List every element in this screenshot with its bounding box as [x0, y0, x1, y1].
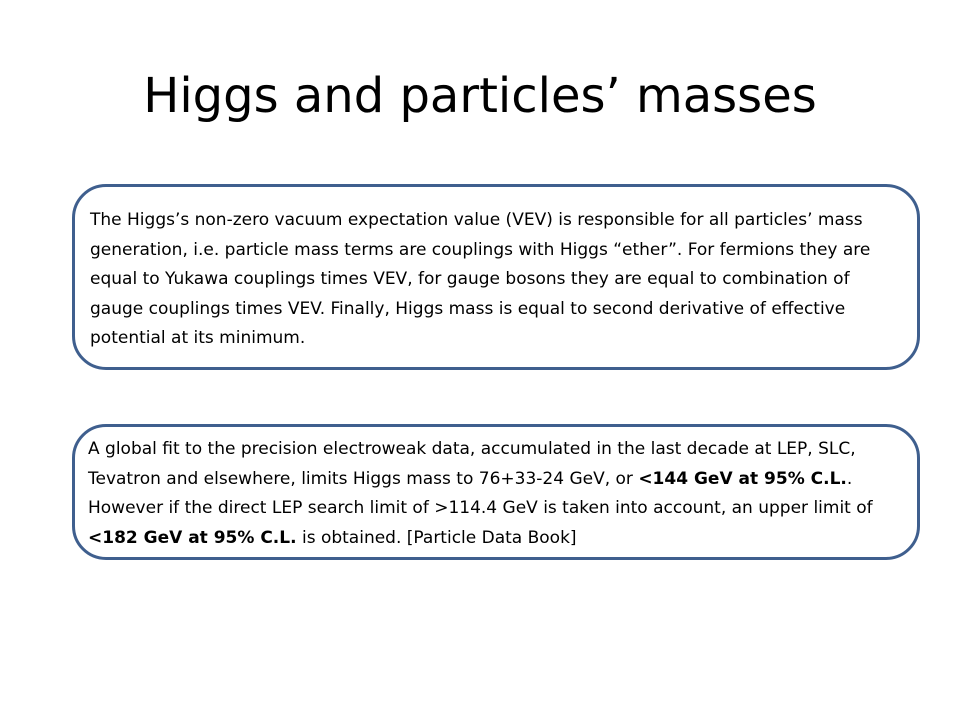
limit-182-text: <182 GeV at 95% C.L. [88, 527, 297, 548]
slide-title: Higgs and particles’ masses [143, 68, 817, 124]
fit-outro-text: is obtained. [Particle Data Book] [296, 527, 577, 548]
electroweak-fit-text [88, 435, 901, 553]
fit-intro-text: A global fit to the precision electroweak data, accumulated in the last decade at LEP, SLC, Tevatron and elsewhere, limits Higgs mass to 76+33-24 GeV, or [88, 439, 856, 489]
vev-explanation-box [72, 184, 920, 370]
fit-middle-text: . However if the direct LEP search limit of >114.4 GeV is taken into account, an upper limit of [88, 468, 873, 518]
limit-144-text: <144 GeV at 95% C.L. [638, 468, 847, 489]
vev-explanation-text: The Higgs’s non-zero vacuum expectation value (VEV) is responsible for all particles’ mass generation, i.e. particle mass terms are couplings with Higgs “ether”. For fermions they are equal to Yukawa couplings times VEV, for gauge bosons they are equal to combination of gauge couplings times VEV. Finally, Higgs mass is equal to second derivative of effective potential at its minimum. [90, 210, 871, 348]
electroweak-fit-box [72, 424, 920, 560]
